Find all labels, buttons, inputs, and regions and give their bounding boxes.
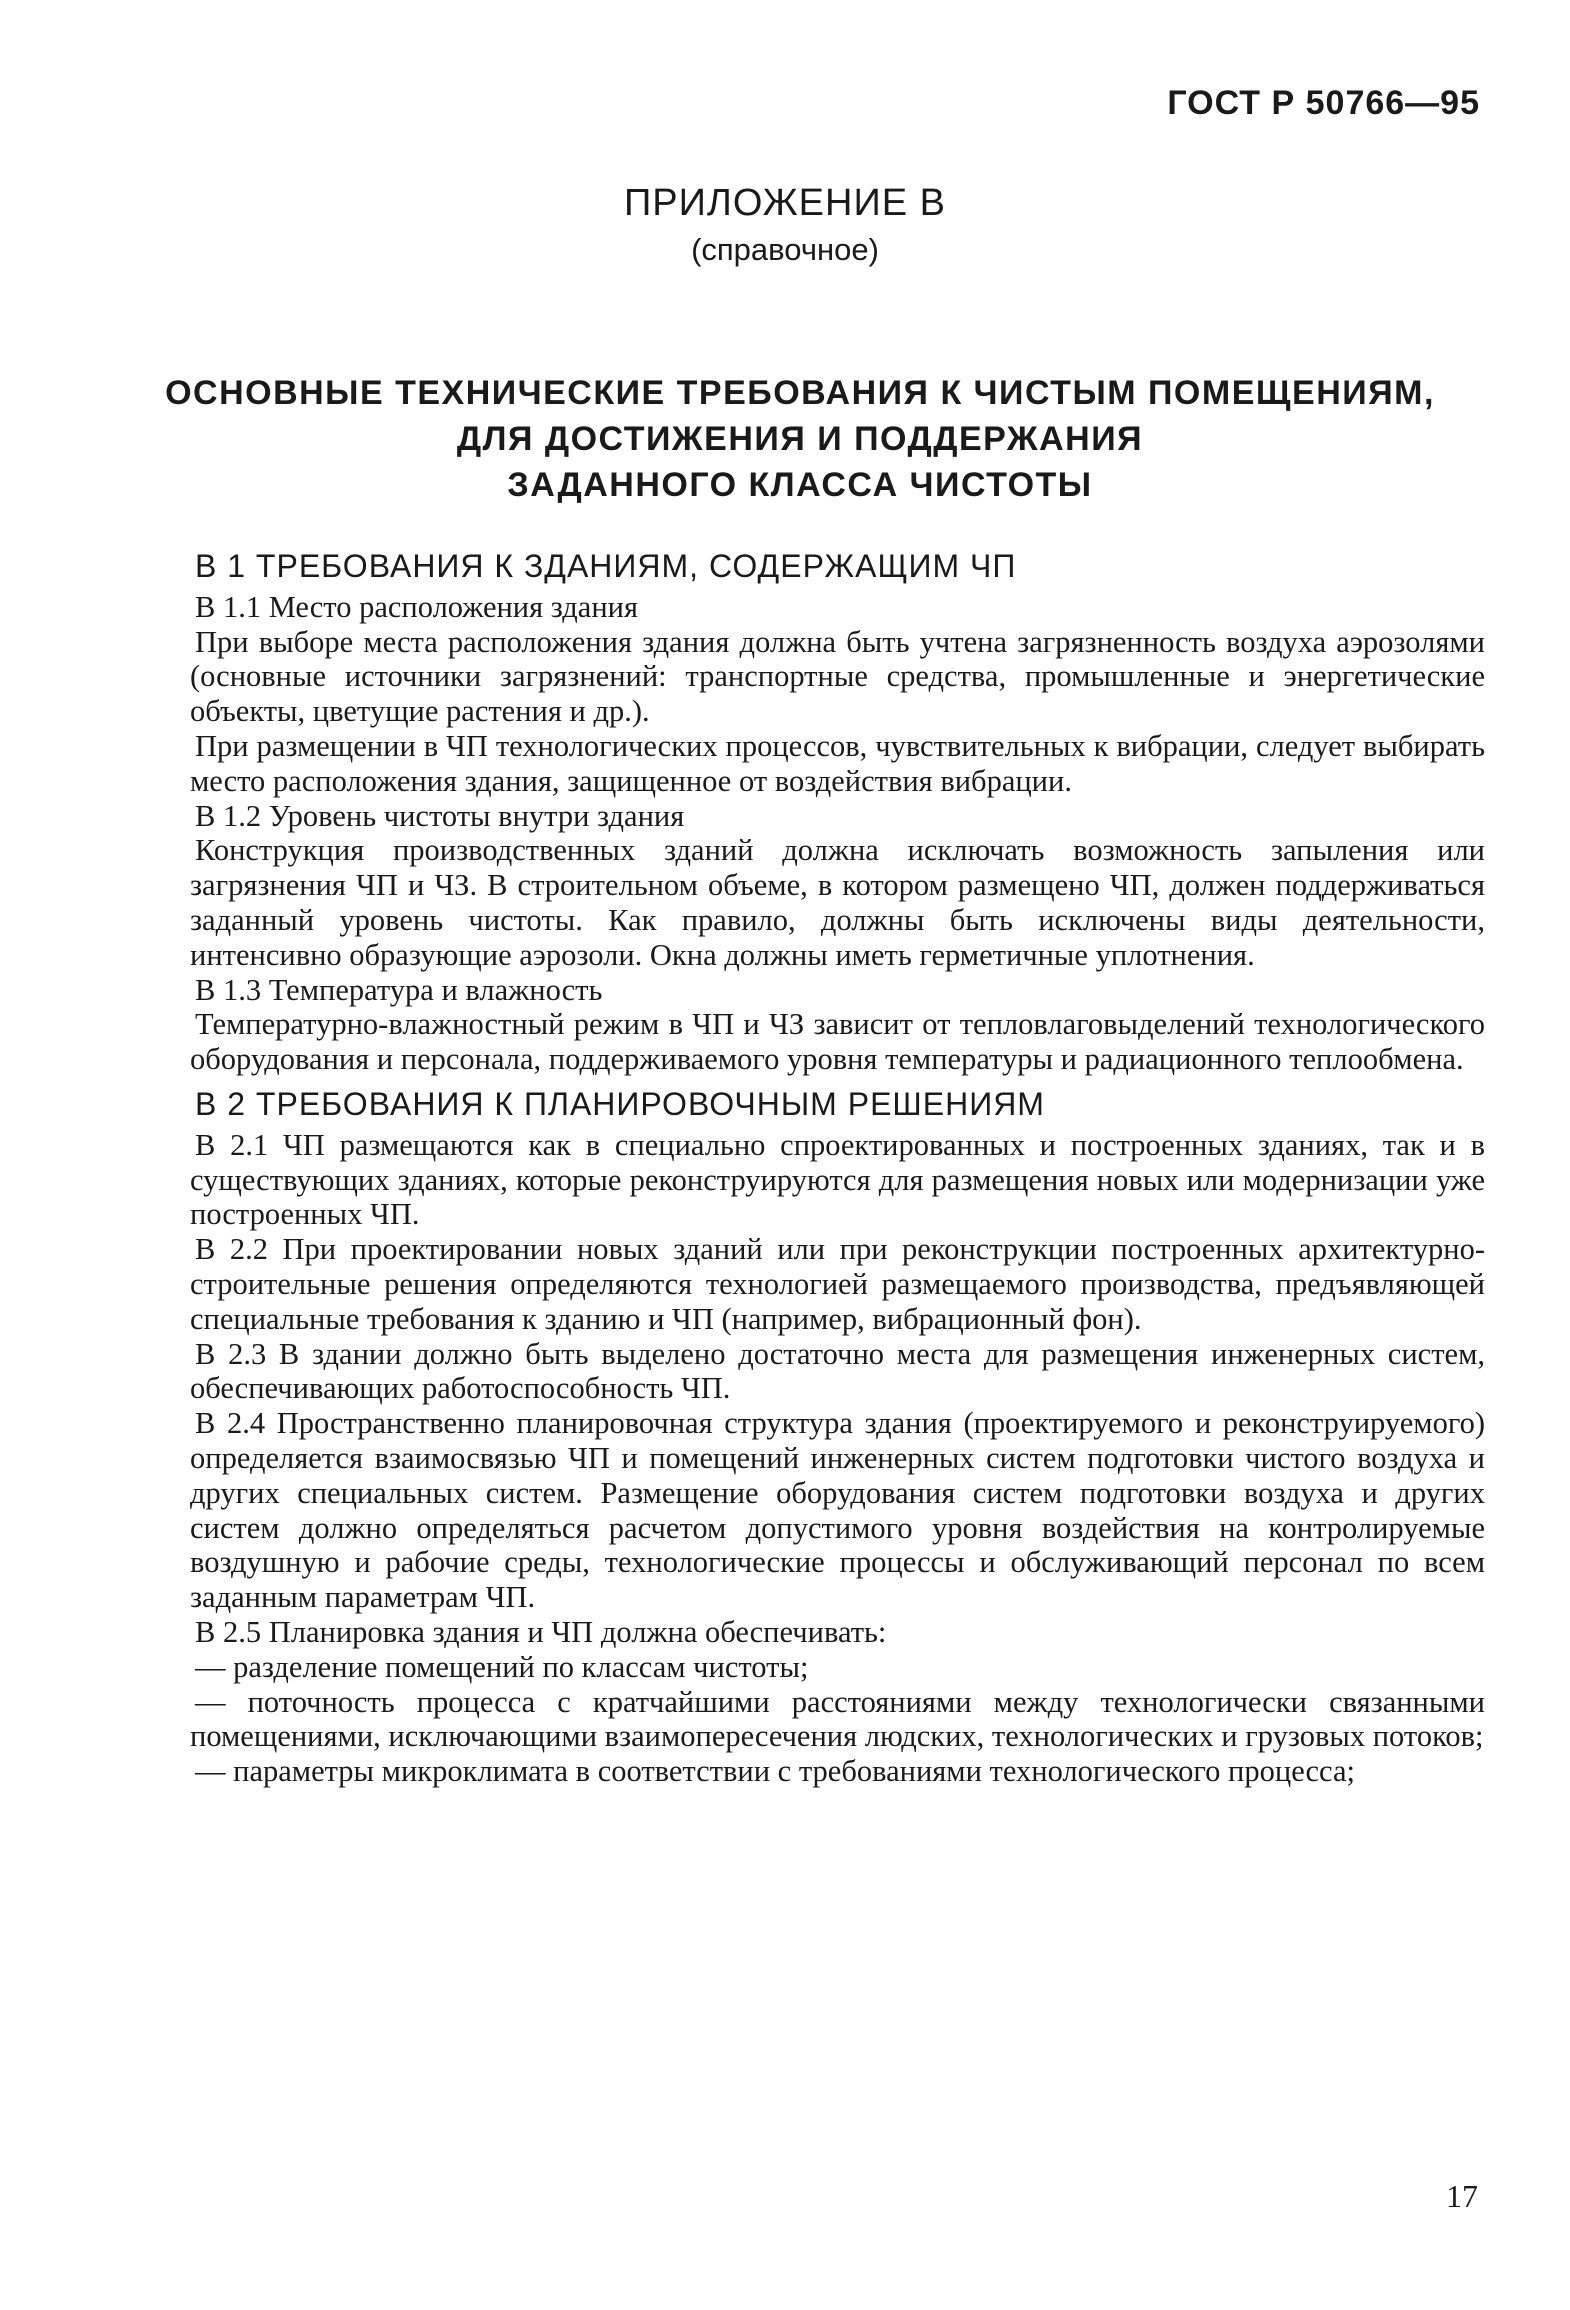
subheading-b1-2: В 1.2 Уровень чистоты внутри здания xyxy=(195,798,685,833)
list-item: — параметры микроклимата в соответствии с требованиями технологического процесса; xyxy=(195,1754,1355,1789)
list-item: — поточность процесса с кратчайшими расстояниями между технологически связанными помещениями, исключающими взаимопересечения людских, технологических и грузовых потоков; xyxy=(190,1684,1485,1754)
appendix-subtitle: (справочное) xyxy=(691,232,879,267)
main-title-line-2: ДЛЯ ДОСТИЖЕНИЯ И ПОДДЕРЖАНИЯ xyxy=(456,420,1144,458)
list-item: — разделение помещений по классам чистоты; xyxy=(195,1649,809,1684)
paragraph-b1-1-b: При размещении в ЧП технологических процессов, чувствительных к вибрации, следует выбирать место расположения здания, защищенное от воздействия вибрации. xyxy=(190,728,1485,798)
paragraph-b2-1: В 2.1 ЧП размещаются как в специально спроектированных и построенных зданиях, так и в существующих зданиях, которые реконструируются для размещения новых или модернизации уже построенных ЧП. xyxy=(190,1127,1485,1232)
subheading-b1-3: В 1.3 Температура и влажность xyxy=(195,972,603,1007)
section-heading-b1: В 1 ТРЕБОВАНИЯ К ЗДАНИЯМ, СОДЕРЖАЩИМ ЧП xyxy=(195,548,1017,584)
page-number: 17 xyxy=(1446,2178,1478,2214)
document-code: ГОСТ Р 50766—95 xyxy=(1167,84,1480,122)
paragraph-b1-2: Конструкция производственных зданий должна исключать возможность запыления или загрязнения ЧП и ЧЗ. В строительном объеме, в котором размещено ЧП, должен поддерживаться заданный уровень чистоты. Как правило, должны быть исключены виды деятельности, интенсивно образующие аэрозоли. Окна должны иметь герметичные уплотнения. xyxy=(190,833,1485,972)
paragraph-b2-3: В 2.3 В здании должно быть выделено достаточно места для размещения инженерных систем, обеспечивающих работоспособность ЧП. xyxy=(190,1336,1485,1406)
appendix-title: ПРИЛОЖЕНИЕ В xyxy=(623,182,947,224)
paragraph-b2-2: В 2.2 При проектировании новых зданий или при реконструкции построенных архитектурно-строительные решения определяются технологией размещаемого производства, предъявляющей специальные требования к зданию и ЧП (например, вибрационный фон). xyxy=(190,1232,1485,1336)
body-text xyxy=(190,545,1485,1789)
main-title xyxy=(120,370,1480,508)
paragraph-b1-1-a: При выборе места расположения здания должна быть учтена загрязненность воздуха аэрозолями (основные источники загрязнений: транспортные средства, промышленные и энергетические объекты, цветущие растения и др.). xyxy=(190,624,1485,729)
main-title-line-3: ЗАДАННОГО КЛАССА ЧИСТОТЫ xyxy=(507,466,1093,504)
main-title-line-1: ОСНОВНЫЕ ТЕХНИЧЕСКИЕ ТРЕБОВАНИЯ К ЧИСТЫМ ПОМЕЩЕНИЯМ, xyxy=(165,374,1435,412)
paragraph-b1-3: Температурно-влажностный режим в ЧП и ЧЗ зависит от тепловлаговыделений технологического оборудования и персонала, поддерживаемого уровня температуры и радиационного теплообмена. xyxy=(190,1007,1485,1077)
subheading-b1-1: В 1.1 Место расположения здания xyxy=(195,589,639,624)
section-heading-b2: В 2 ТРЕБОВАНИЯ К ПЛАНИРОВОЧНЫМ РЕШЕНИЯМ xyxy=(195,1085,1045,1122)
paragraph-b2-5: В 2.5 Планировка здания и ЧП должна обеспечивать: xyxy=(195,1614,887,1649)
paragraph-b2-4: В 2.4 Пространственно планировочная структура здания (проектируемого и реконструируемого) определяется взаимосвязью ЧП и помещений инженерных систем подготовки чистого воздуха и других специальных систем. Размещение оборудования систем подготовки воздуха и других систем должно определяться расчетом допустимого уровня воздействия на контролируемые воздушную и рабочие среды, технологические процессы и обслуживающий персонал по всем заданным параметрам ЧП. xyxy=(190,1406,1485,1615)
